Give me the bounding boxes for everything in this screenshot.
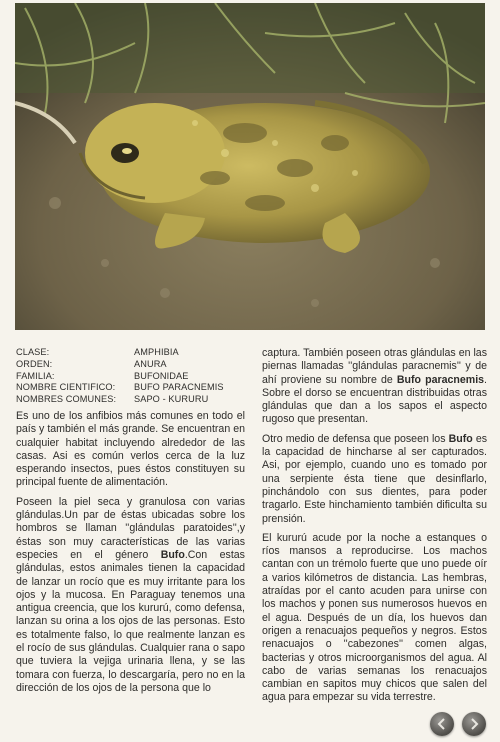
taxonomy-row-familia xyxy=(16,371,252,383)
paragraph-reproduction: El kururú acude por la noche a estanques o ríos mansos a reproducirse. Los machos cantan con un trémolo fuerte que uno puede oír a varios kilómetros de distancia. Las hembras, atraídas por el canto acuden para unirse con los machos y ponen sus numerosos huevos en el agua. Después de un día, los huevos dan origen a renacuajos pequeños y negros. Estos renacuajos o ''cabezones'' comen algas, bacterias y otros microorganismos del agua. Al cabo de varias semanas los renacuajos cambian en sapitos muy chicos que salen del agua para empezar su vida terrestre. xyxy=(262,531,487,704)
taxonomy-row-nombre-cientifico xyxy=(16,382,252,394)
paragraph-leg-glands xyxy=(262,347,487,427)
taxonomy-row-nombres-comunes xyxy=(16,394,252,406)
taxonomy-row-clase xyxy=(16,347,252,359)
paragraph-defense xyxy=(262,433,487,526)
paragraph-text: Poseen la piel seca y granulosa con varias glándulas.Un par de éstas ubicadas sobre los hombros se llaman ''glándulas paratoides'',y éstas son muy características de las varias especies en el género xyxy=(16,495,245,561)
next-page-button[interactable] xyxy=(462,712,486,736)
taxonomy-key: ORDEN: xyxy=(16,358,53,369)
taxonomy-key: NOMBRES COMUNES: xyxy=(16,394,117,405)
paragraph-text: Otro medio de defensa que poseen los xyxy=(262,432,449,445)
genus-name: Bufo xyxy=(160,548,185,561)
species-name: Bufo paracnemis xyxy=(396,373,485,386)
right-column xyxy=(262,347,487,711)
left-arrow-icon xyxy=(435,717,449,731)
taxonomy-value: AMPHIBIA xyxy=(134,347,179,357)
paragraph-text: . Sobre el dorso se encuentran distribuidas otras glándulas que dan a los sapos el aspecto rugoso que presentan. xyxy=(262,373,487,426)
taxonomy-key: FAMILIA: xyxy=(16,370,55,381)
toad-photo xyxy=(15,3,485,330)
taxonomy-row-orden xyxy=(16,359,252,371)
right-arrow-icon xyxy=(467,717,481,731)
taxonomy-table xyxy=(16,347,252,406)
genus-name: Bufo xyxy=(448,432,473,445)
taxonomy-value: BUFO PARACNEMIS xyxy=(134,382,224,393)
paragraph-text: .Con estas glándulas, estos animales tienen la capacidad de lanzar un rocío que es muy irritante para los ojos y la mucosa. En Paraguay tenemos una antigua creencia, que los kururú, como defensa, lanzan su orina a los ojos de las personas. Esto es totalmente falso, lo que realmente lanzan es el rocío de sus glándulas. Cualquier rana o sapo que tuviera la vejiga urinaria llena, y se las tomara con fuerza, lo descargaría, pero no en la dirección de los ojos de la persona que lo xyxy=(16,548,245,694)
taxonomy-value: SAPO - KURURU xyxy=(134,394,209,405)
taxonomy-key: CLASE: xyxy=(16,347,50,357)
paragraph-intro: Es uno de los anfibios más comunes en todo el país y también el más grande. Se encuentran en cualquier habitat incluyendo alrededor de las casas. Asi es común verlos cerca de la luz esperando insectos, pues éstos constituyen su principal fuente de alimentación. xyxy=(16,410,245,489)
left-column xyxy=(16,410,245,701)
paragraph-text: captura. También poseen otras glándulas en las piernas llamadas ''glándulas paracnemis'' y de ahí proviene su nombre de xyxy=(262,347,487,386)
previous-page-button[interactable] xyxy=(430,712,454,736)
taxonomy-value: BUFONIDAE xyxy=(134,370,189,381)
taxonomy-value: ANURA xyxy=(134,358,167,369)
paragraph-skin-glands xyxy=(16,496,245,695)
page-navigation xyxy=(430,712,486,736)
paragraph-text: es la capacidad de hincharse al ser capturados. Asi, por ejemplo, cuando uno es tomado por una serpiente ésta tiene que desinflarlo, pinchándolo con sus dientes, para poder tragarlo. Este hinchamiento también dificulta su prensión. xyxy=(262,432,488,525)
taxonomy-key: NOMBRE CIENTIFICO: xyxy=(16,382,116,393)
